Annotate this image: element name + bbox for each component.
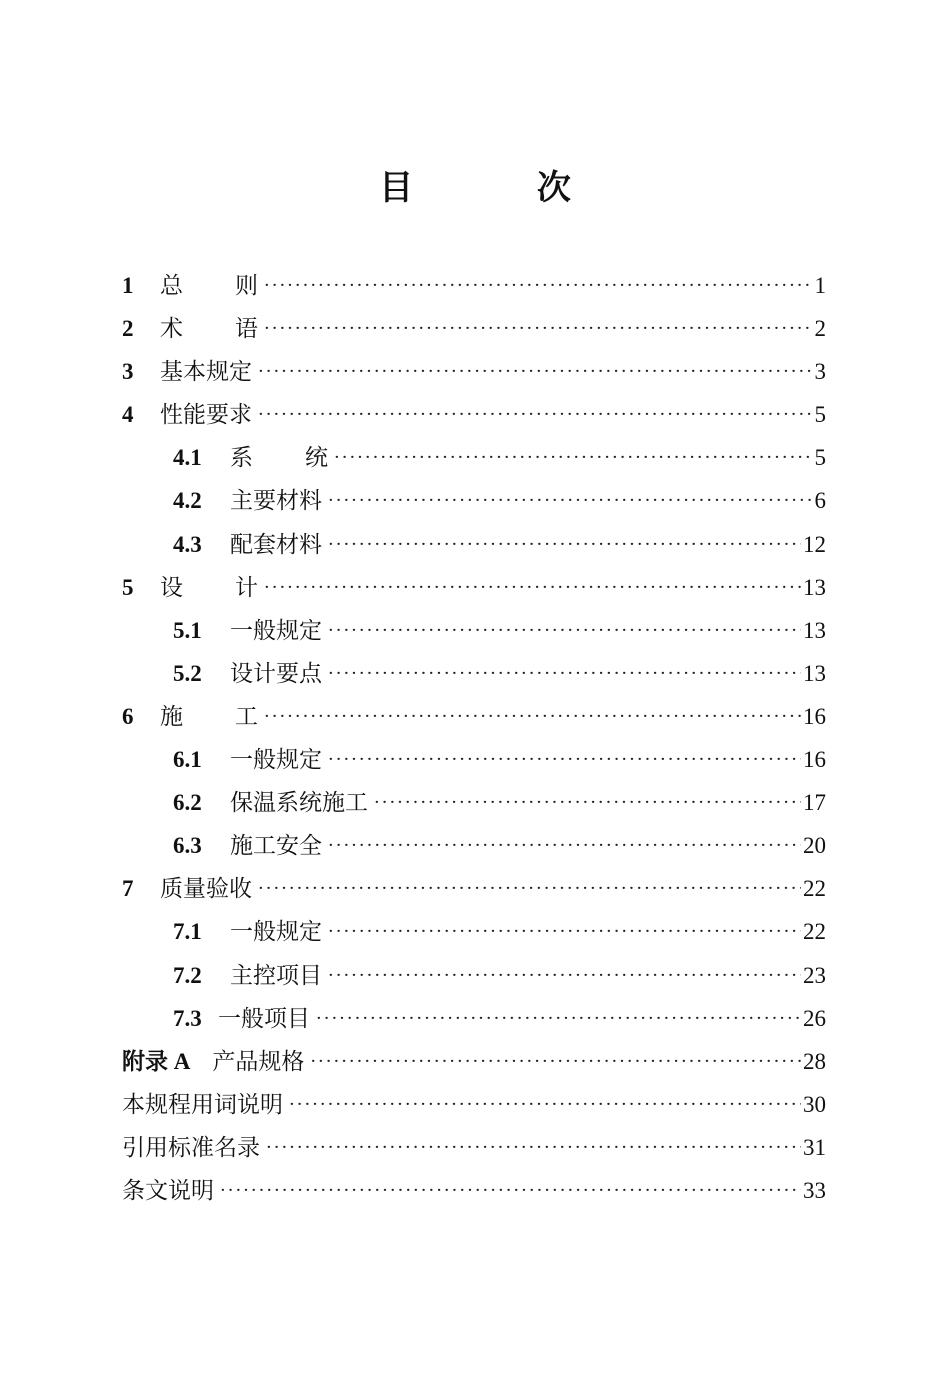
toc-entry[interactable] bbox=[122, 910, 826, 953]
toc-entry[interactable] bbox=[122, 695, 826, 738]
toc-label: 基本规定 bbox=[160, 359, 252, 386]
toc-label: 配套材料 bbox=[230, 531, 322, 558]
toc-number: 5.2 bbox=[173, 660, 202, 686]
dot-leader bbox=[328, 479, 812, 522]
toc-entry[interactable] bbox=[122, 867, 826, 910]
dot-leader bbox=[328, 523, 801, 566]
toc-label: 主控项目 bbox=[230, 962, 322, 989]
toc-page-number: 12 bbox=[803, 531, 826, 557]
dot-leader bbox=[334, 436, 812, 479]
toc-page-number: 22 bbox=[803, 919, 826, 945]
toc-entry[interactable] bbox=[122, 1040, 826, 1083]
dot-leader bbox=[310, 1040, 801, 1083]
dot-leader bbox=[316, 997, 801, 1040]
toc-number: 4.2 bbox=[173, 488, 202, 514]
toc-label: 一般项目 bbox=[218, 1005, 310, 1032]
toc-number: 4 bbox=[122, 402, 134, 428]
toc-page-number: 13 bbox=[803, 617, 826, 643]
toc-page-number: 13 bbox=[803, 574, 826, 600]
toc-number: 6.2 bbox=[173, 790, 202, 816]
toc-entry[interactable] bbox=[122, 954, 826, 997]
toc-page-number: 22 bbox=[803, 876, 826, 902]
toc-number: 4.1 bbox=[173, 445, 202, 471]
toc-label: 施 工 bbox=[160, 703, 258, 730]
toc-page-number: 13 bbox=[803, 660, 826, 686]
toc-entry[interactable] bbox=[122, 1083, 826, 1126]
toc-label: 质量验收 bbox=[160, 876, 252, 903]
toc-entry[interactable] bbox=[122, 393, 826, 436]
toc-label: 术 语 bbox=[160, 316, 258, 343]
toc-label: 设 计 bbox=[160, 574, 258, 601]
toc-label: 本规程用词说明 bbox=[122, 1091, 283, 1118]
toc-page-number: 26 bbox=[803, 1005, 826, 1031]
toc-label: 性能要求 bbox=[160, 402, 252, 429]
toc-page-number: 5 bbox=[814, 402, 826, 428]
toc-number: 2 bbox=[122, 316, 134, 342]
dot-leader bbox=[264, 307, 812, 350]
dot-leader bbox=[266, 1126, 801, 1169]
toc-entry[interactable] bbox=[122, 824, 826, 867]
dot-leader bbox=[328, 652, 801, 695]
dot-leader bbox=[328, 954, 801, 997]
toc-label: 主要材料 bbox=[230, 488, 322, 515]
toc-entry[interactable] bbox=[122, 1126, 826, 1169]
toc-entry[interactable] bbox=[122, 479, 826, 522]
toc-label: 一般规定 bbox=[230, 919, 322, 946]
dot-leader bbox=[264, 566, 801, 609]
toc-entry[interactable] bbox=[122, 264, 826, 307]
toc-entry[interactable] bbox=[122, 781, 826, 824]
toc-page-number: 16 bbox=[803, 747, 826, 773]
toc-number: 5 bbox=[122, 574, 134, 600]
toc-page-number: 1 bbox=[814, 273, 826, 298]
dot-leader bbox=[374, 781, 801, 824]
dot-leader bbox=[264, 695, 801, 738]
toc-label: 一般规定 bbox=[230, 617, 322, 644]
toc-entry[interactable] bbox=[122, 652, 826, 695]
table-of-contents bbox=[122, 264, 826, 1212]
toc-page-number: 5 bbox=[814, 445, 826, 471]
toc-page-number: 3 bbox=[814, 359, 826, 385]
toc-entry[interactable] bbox=[122, 307, 826, 350]
toc-page-number: 30 bbox=[803, 1091, 826, 1117]
toc-page-number: 17 bbox=[803, 790, 826, 816]
toc-number: 1 bbox=[122, 273, 134, 298]
toc-label: 一般规定 bbox=[230, 747, 322, 774]
toc-number: 6.1 bbox=[173, 747, 202, 773]
toc-entry[interactable] bbox=[122, 997, 826, 1040]
toc-entry[interactable] bbox=[122, 609, 826, 652]
toc-page-number: 16 bbox=[803, 703, 826, 729]
dot-leader bbox=[328, 910, 801, 953]
page-title: 目 次 bbox=[379, 168, 627, 208]
dot-leader bbox=[328, 609, 801, 652]
dot-leader bbox=[289, 1083, 801, 1126]
dot-leader bbox=[328, 824, 801, 867]
dot-leader bbox=[220, 1169, 801, 1212]
toc-page-number: 31 bbox=[803, 1134, 826, 1160]
toc-number: 7.3 bbox=[173, 1005, 202, 1031]
toc-number: 7 bbox=[122, 876, 134, 902]
toc-entry[interactable] bbox=[122, 1169, 826, 1212]
toc-page-number: 23 bbox=[803, 962, 826, 988]
toc-page-number: 28 bbox=[803, 1048, 826, 1074]
toc-number: 3 bbox=[122, 359, 134, 385]
dot-leader bbox=[328, 738, 801, 781]
toc-page-number: 33 bbox=[803, 1177, 826, 1203]
toc-number: 6 bbox=[122, 703, 134, 729]
toc-label: 系 统 bbox=[230, 445, 328, 472]
toc-label: 总 则 bbox=[160, 273, 258, 299]
dot-leader bbox=[258, 393, 812, 436]
toc-entry[interactable] bbox=[122, 566, 826, 609]
toc-page-number: 2 bbox=[814, 316, 826, 342]
toc-entry[interactable] bbox=[122, 436, 826, 479]
dot-leader bbox=[258, 350, 812, 393]
toc-label: 设计要点 bbox=[230, 660, 322, 687]
toc-label: 附录 A 产品规格 bbox=[122, 1048, 305, 1075]
appendix-prefix: 附录 A bbox=[122, 1048, 191, 1074]
toc-entry[interactable] bbox=[122, 738, 826, 781]
toc-number: 5.1 bbox=[173, 617, 202, 643]
toc-number: 4.3 bbox=[173, 531, 202, 557]
dot-leader bbox=[258, 867, 801, 910]
toc-label: 引用标准名录 bbox=[122, 1134, 260, 1161]
toc-number: 6.3 bbox=[173, 833, 202, 859]
toc-page-number: 20 bbox=[803, 833, 826, 859]
toc-label: 条文说明 bbox=[122, 1177, 214, 1204]
toc-entry[interactable] bbox=[122, 523, 826, 566]
toc-number: 7.1 bbox=[173, 919, 202, 945]
dot-leader bbox=[264, 264, 812, 307]
toc-number: 7.2 bbox=[173, 962, 202, 988]
toc-label: 施工安全 bbox=[230, 833, 322, 860]
toc-entry[interactable] bbox=[122, 350, 826, 393]
toc-label: 保温系统施工 bbox=[230, 790, 368, 817]
toc-page-number: 6 bbox=[814, 488, 826, 514]
